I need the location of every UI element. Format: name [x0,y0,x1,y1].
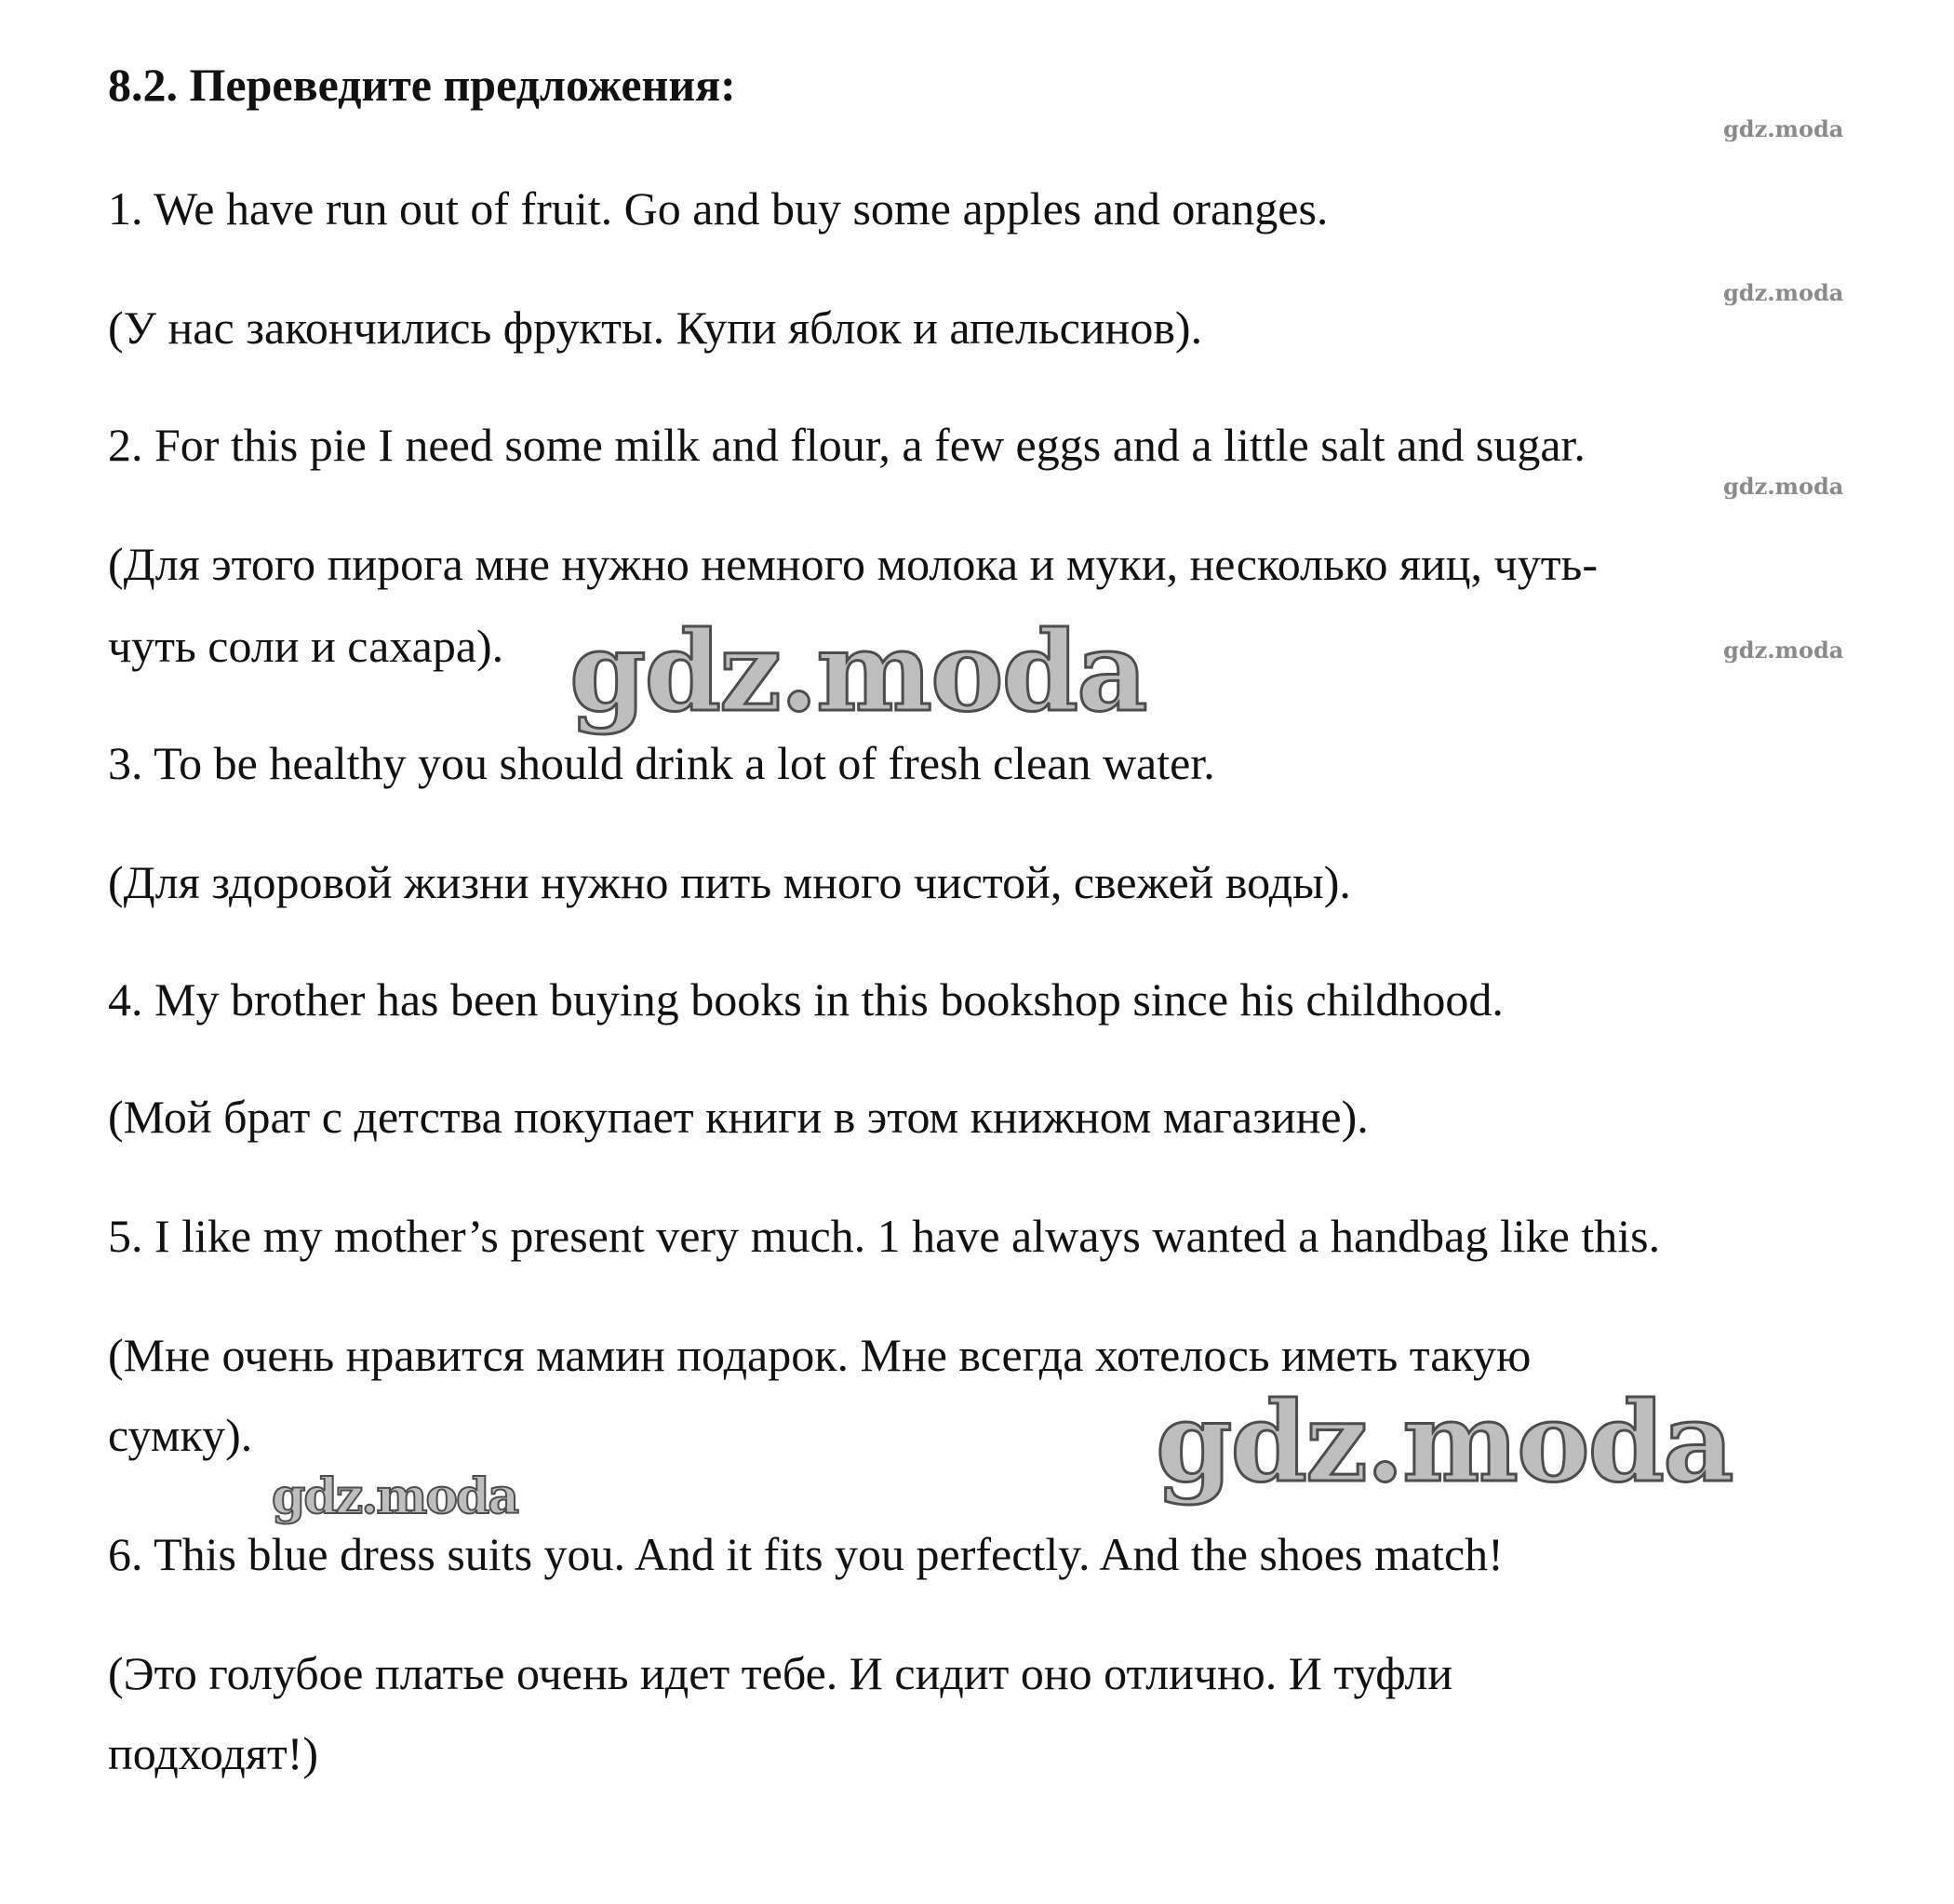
exercise-heading: 8.2. Переведите предложения: [108,59,736,111]
sentence-1-english: 1. We have run out of fruit. Go and buy some apples and oranges. [108,182,1329,235]
watermark-small: gdz.moda [1723,637,1844,664]
sentence-2-english: 2. For this pie I need some milk and flour, a few eggs and a little salt and sugar. [108,419,1586,471]
watermark-small: gdz.moda [1723,115,1844,142]
sentence-4-russian: (Мой брат с детства покупает книги в этом книжном магазине). [108,1091,1369,1143]
sentence-6-russian-line-1: (Это голубое платье очень идет тебе. И сидит оно отлично. И туфли [108,1647,1453,1699]
sentence-3-russian: (Для здоровой жизни нужно пить много чистой, свежей воды). [108,856,1351,908]
sentence-5-russian-line-2: сумку). [108,1409,253,1461]
sentence-4-english: 4. My brother has been buying books in this bookshop since his childhood. [108,973,1504,1026]
sentence-2-russian-line-2: чуть соли и сахара). [108,620,504,672]
watermark-small: gdz.moda [1723,473,1844,500]
watermark-large: gdz.moda [1156,1377,1733,1507]
watermark-large: gdz.moda [569,607,1146,736]
watermark-medium: gdz.moda [272,1468,518,1525]
sentence-3-english: 3. To be healthy you should drink a lot of fresh clean water. [108,737,1215,789]
sentence-5-english: 5. I like my mother’s present very much. 1 have always wanted a handbag like this. [108,1210,1661,1262]
sentence-1-russian: (У нас закончились фрукты. Купи яблок и апельсинов). [108,302,1203,354]
watermark-small: gdz.moda [1723,279,1844,306]
sentence-5-russian-line-1: (Мне очень нравится мамин подарок. Мне всегда хотелось иметь такую [108,1329,1532,1381]
sentence-2-russian-line-1: (Для этого пирога мне нужно немного молока и муки, несколько яиц, чуть- [108,538,1599,590]
sentence-6-english: 6. This blue dress suits you. And it fits you perfectly. And the shoes match! [108,1528,1504,1580]
sentence-6-russian-line-2: подходят!) [108,1727,319,1779]
